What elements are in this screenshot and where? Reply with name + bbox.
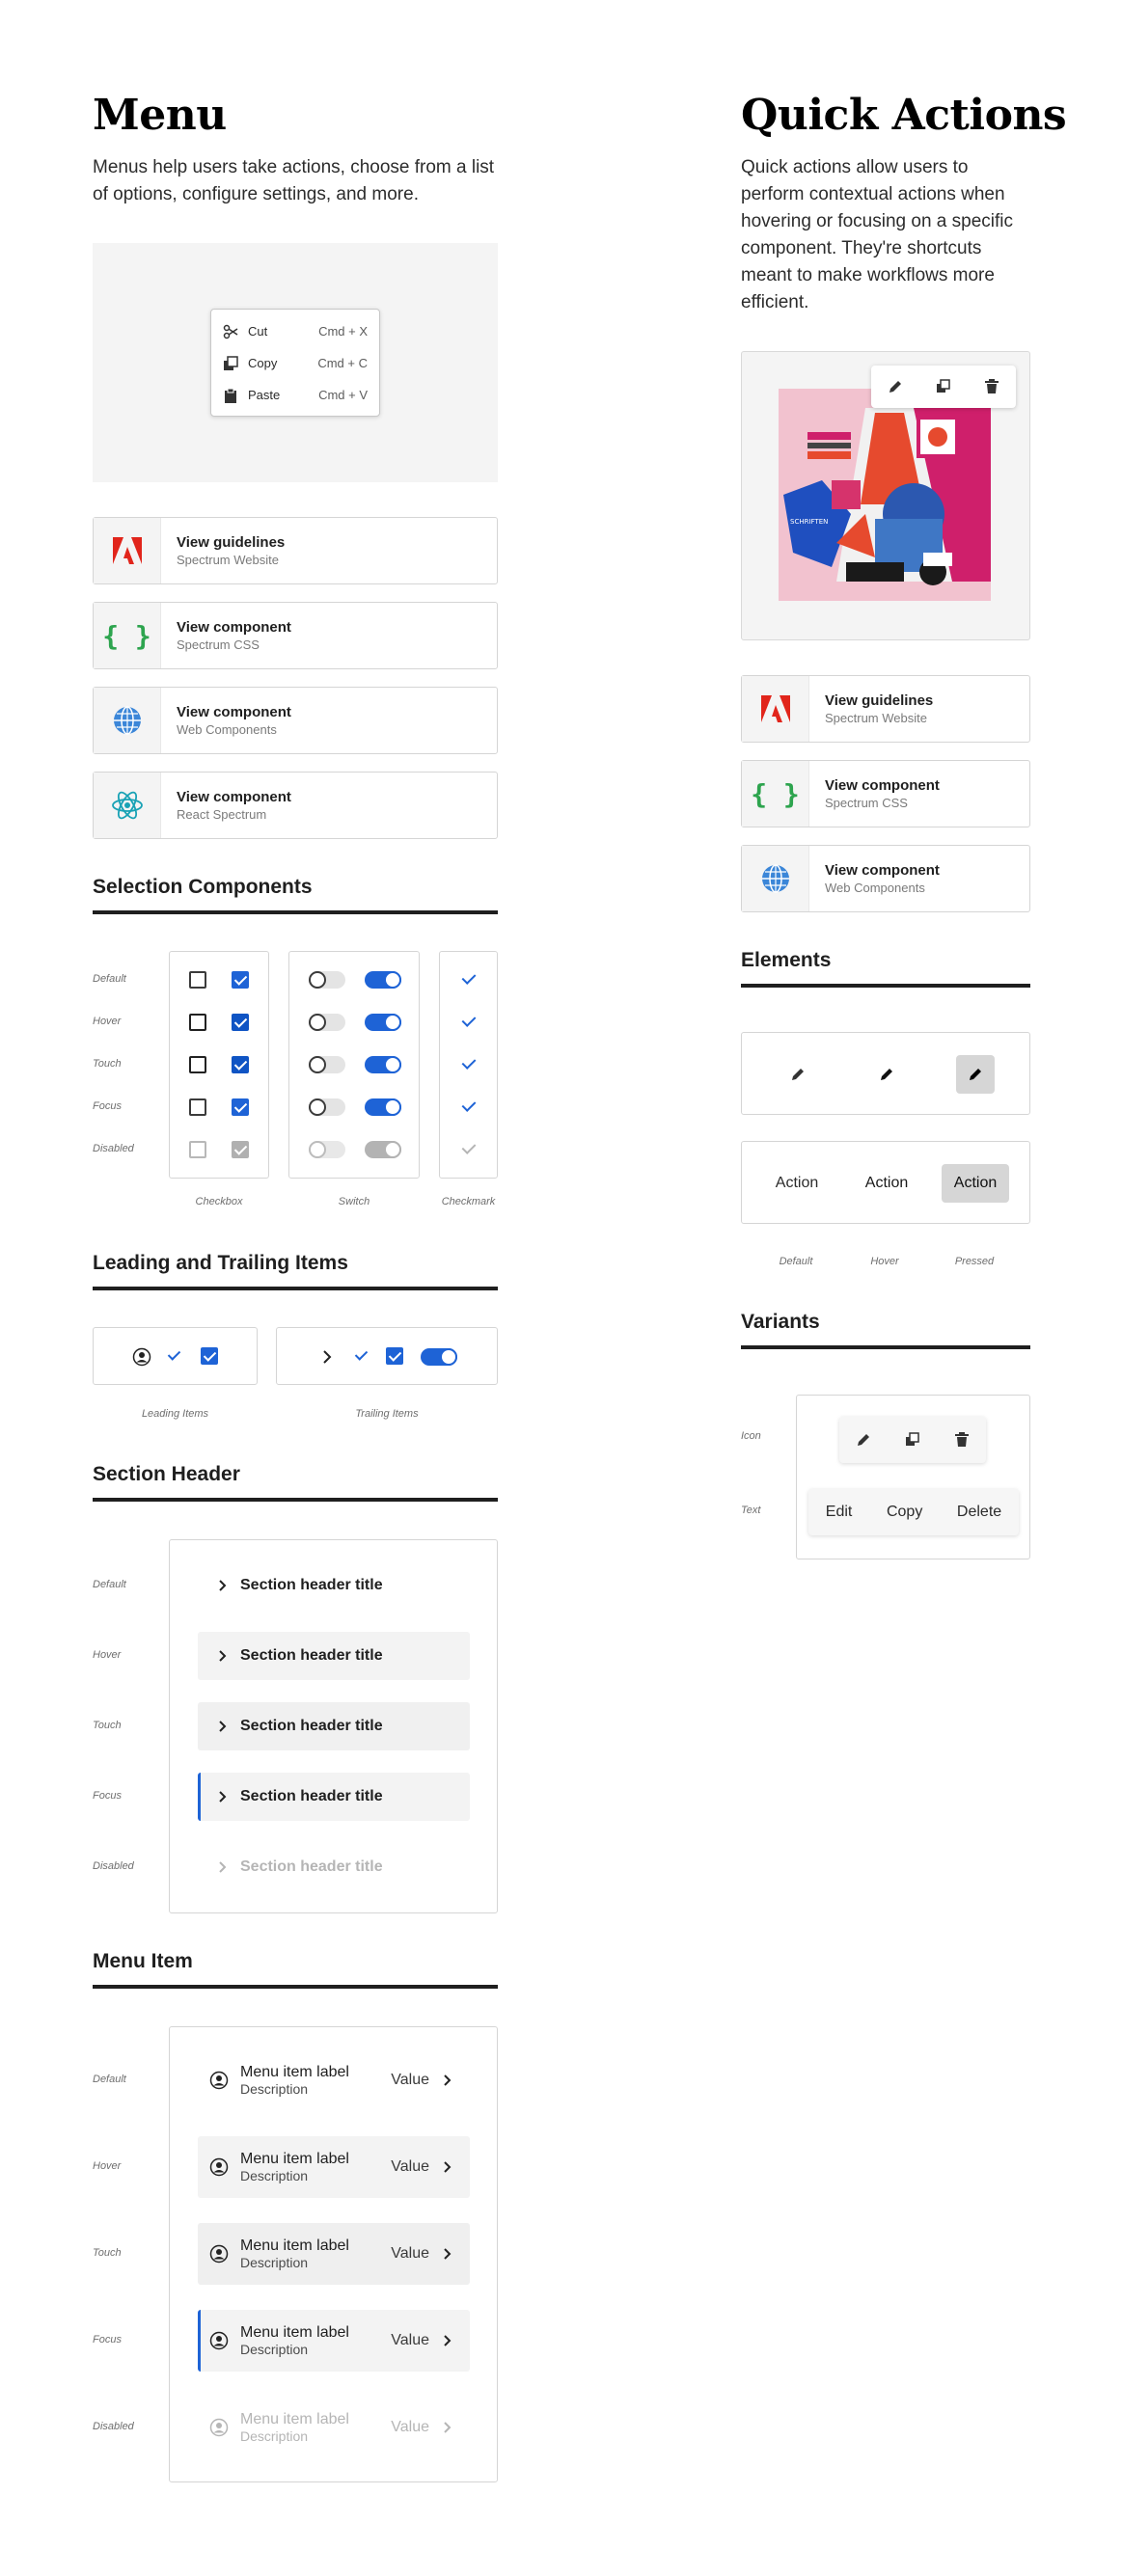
section-divider — [93, 1498, 498, 1502]
shortcut-label: Cmd + C — [317, 356, 368, 370]
section-divider — [741, 984, 1030, 988]
state-label: Pressed — [954, 1256, 995, 1267]
section-divider — [93, 910, 498, 914]
artwork-thumbnail — [779, 389, 991, 601]
menu-item-description: Description — [240, 2168, 309, 2183]
switch-on[interactable] — [421, 1348, 457, 1366]
state-label: Disabled — [93, 1860, 134, 1872]
state-label: Default — [779, 1256, 813, 1267]
switch-off[interactable] — [309, 1098, 345, 1116]
checkmark-icon — [462, 970, 477, 985]
checkmark-icon — [355, 1347, 368, 1360]
section-divider — [93, 1287, 498, 1290]
checkmark-states-card — [439, 951, 498, 1179]
menu-item-label: Menu item label — [240, 2237, 349, 2254]
menu-item-label: Cut — [248, 324, 268, 339]
state-label: Disabled — [93, 1143, 134, 1154]
quick-actions-title: Quick Actions — [741, 91, 1067, 140]
section-header-row[interactable] — [198, 1632, 470, 1680]
switch-on[interactable] — [365, 971, 401, 989]
switch-off — [309, 1141, 345, 1158]
group-label: Trailing Items — [355, 1408, 419, 1420]
state-label: Hover — [93, 1649, 122, 1661]
chevron-right-icon — [218, 1579, 228, 1592]
menu-item-cut[interactable] — [211, 315, 379, 347]
menu-item-label: Paste — [248, 388, 281, 402]
state-label: Hover — [93, 1016, 122, 1027]
switch-on[interactable] — [365, 1056, 401, 1073]
chevron-right-icon — [443, 2247, 452, 2261]
menu-item-row[interactable] — [198, 2223, 470, 2285]
checkbox-unchecked[interactable] — [189, 1014, 206, 1031]
copy-button[interactable]: Copy — [886, 1504, 923, 1520]
section-divider — [93, 1985, 498, 1989]
section-header-title: Section header title — [240, 1577, 383, 1593]
link-title: View component — [177, 789, 291, 805]
user-avatar-icon — [132, 1347, 151, 1367]
user-avatar-icon — [209, 2418, 229, 2437]
menu-intro: Menus help users take actions, choose from a list of options, configure settings, and more. — [93, 157, 495, 204]
quick-actions-preview — [741, 351, 1030, 640]
guidelines-link-card[interactable] — [93, 517, 498, 584]
section-header-title: Section header title — [240, 1718, 383, 1734]
duplicate-icon[interactable] — [904, 1431, 921, 1449]
link-title: View component — [825, 862, 940, 879]
checkbox-checked[interactable] — [232, 1098, 249, 1116]
section-header-title: Section header title — [240, 1788, 383, 1804]
adobe-logo-icon — [113, 537, 142, 564]
menu-item-value: Value — [391, 2158, 429, 2175]
menu-item-copy[interactable] — [211, 347, 379, 379]
delete-button[interactable]: Delete — [956, 1504, 1002, 1520]
menu-item-row[interactable] — [198, 2136, 470, 2198]
selection-components-heading: Selection Components — [93, 876, 313, 898]
guidelines-link-card[interactable] — [741, 675, 1030, 743]
column-label: Checkbox — [195, 1196, 243, 1207]
checkmark-icon — [462, 1055, 477, 1070]
menu-item-value: Value — [391, 2419, 429, 2435]
menu-preview-area — [93, 243, 498, 482]
globe-icon — [761, 864, 790, 893]
menu-item-row[interactable] — [198, 2310, 470, 2372]
link-subtitle: Web Components — [177, 722, 277, 737]
column-label: Checkmark — [441, 1196, 496, 1207]
link-subtitle: Web Components — [825, 881, 925, 895]
state-label: Default — [93, 2074, 126, 2085]
checkbox-unchecked[interactable] — [189, 1098, 206, 1116]
checkbox-checked[interactable] — [201, 1347, 218, 1365]
leading-items-card — [93, 1327, 258, 1385]
switch-on — [365, 1141, 401, 1158]
trash-icon[interactable] — [983, 378, 1000, 395]
section-divider — [741, 1345, 1030, 1349]
chevron-right-icon — [218, 1649, 228, 1663]
pencil-icon[interactable] — [887, 378, 904, 395]
variants-card — [796, 1395, 1030, 1559]
switch-on[interactable] — [365, 1098, 401, 1116]
spectrum-css-link-card[interactable] — [93, 602, 498, 669]
menu-item-label: Copy — [248, 356, 278, 370]
trailing-items-card — [276, 1327, 498, 1385]
globe-icon — [113, 706, 142, 735]
state-label: Hover — [870, 1256, 899, 1267]
section-header-row[interactable] — [198, 1561, 470, 1610]
leading-trailing-heading: Leading and Trailing Items — [93, 1252, 348, 1274]
pencil-icon — [878, 1066, 895, 1083]
state-label: Disabled — [93, 2421, 134, 2432]
checkbox-states-card — [169, 951, 269, 1179]
duplicate-icon[interactable] — [935, 378, 952, 395]
menu-item-label: Menu item label — [240, 2411, 349, 2427]
web-components-link-card[interactable] — [741, 845, 1030, 912]
state-label: Touch — [93, 1720, 122, 1731]
link-subtitle: React Spectrum — [177, 807, 267, 822]
action-button-hover[interactable]: Action — [864, 1175, 909, 1191]
menu-item-heading: Menu Item — [93, 1950, 193, 1972]
state-label: Focus — [93, 2334, 122, 2346]
switch-off[interactable] — [309, 1014, 345, 1031]
link-subtitle: Spectrum CSS — [825, 796, 908, 810]
user-avatar-icon — [209, 2071, 229, 2090]
section-header-row[interactable] — [198, 1773, 470, 1821]
checkbox-checked[interactable] — [386, 1347, 403, 1365]
text-quick-actions — [808, 1489, 1019, 1535]
quick-actions-toolbar — [871, 366, 1016, 408]
menu-item-description: Description — [240, 2255, 309, 2270]
chevron-right-icon — [443, 2074, 452, 2087]
checkbox-unchecked[interactable] — [189, 1056, 206, 1073]
menu-item-label: Menu item label — [240, 2324, 349, 2341]
section-header-row — [198, 1843, 470, 1891]
react-atom-icon — [111, 791, 144, 820]
curly-braces-icon: { } — [751, 777, 800, 810]
link-title: View guidelines — [825, 692, 934, 709]
user-avatar-icon — [209, 2331, 229, 2350]
menu-item-description: Description — [240, 2342, 309, 2357]
chevron-right-icon — [443, 2421, 452, 2434]
shortcut-label: Cmd + V — [318, 388, 368, 402]
checkbox-unchecked — [189, 1141, 206, 1158]
menu-title: Menu — [93, 91, 227, 140]
action-button-pressed[interactable]: Action — [942, 1164, 1009, 1203]
action-button-default[interactable]: Action — [775, 1175, 819, 1191]
chevron-right-icon — [443, 2334, 452, 2347]
chevron-right-icon — [218, 1860, 228, 1874]
link-title: View component — [825, 777, 940, 794]
state-label: Touch — [93, 2247, 122, 2259]
variants-heading: Variants — [741, 1311, 820, 1333]
checkbox-checked[interactable] — [232, 1056, 249, 1073]
checkbox-checked[interactable] — [232, 1014, 249, 1031]
link-title: View component — [177, 619, 291, 636]
artwork-text: SCHRIFTEN — [790, 518, 829, 526]
menu-item-value: Value — [391, 2332, 429, 2348]
pencil-icon — [789, 1066, 807, 1083]
menu-item-row[interactable] — [198, 2049, 470, 2111]
state-label: Hover — [93, 2160, 122, 2172]
menu-item-description: Description — [240, 2428, 309, 2444]
switch-states-card — [288, 951, 420, 1179]
menu-item-value: Value — [391, 2245, 429, 2262]
user-avatar-icon — [209, 2244, 229, 2264]
action-button-pressed[interactable] — [956, 1055, 995, 1094]
variant-label: Text — [741, 1505, 761, 1516]
pencil-icon — [967, 1066, 984, 1083]
elements-heading: Elements — [741, 949, 832, 971]
section-header-title: Section header title — [240, 1647, 383, 1664]
checkbox-checked[interactable] — [232, 971, 249, 989]
checkmark-icon — [168, 1347, 180, 1360]
clipboard-icon — [223, 388, 238, 403]
menu-popover — [210, 309, 380, 417]
copy-icon — [223, 356, 238, 371]
column-label: Switch — [338, 1196, 370, 1207]
text-button-states-card — [741, 1141, 1030, 1224]
chevron-right-icon — [218, 1790, 228, 1803]
spectrum-css-link-card[interactable] — [741, 760, 1030, 827]
icon-button-states-card — [741, 1032, 1030, 1115]
menu-item-description: Description — [240, 2081, 309, 2097]
chevron-right-icon — [218, 1720, 228, 1733]
state-label: Focus — [93, 1100, 122, 1112]
switch-off[interactable] — [309, 1056, 345, 1073]
checkmark-icon — [462, 1140, 477, 1154]
menu-item-label: Menu item label — [240, 2064, 349, 2080]
react-spectrum-link-card[interactable] — [93, 772, 498, 839]
trash-icon[interactable] — [953, 1431, 971, 1449]
state-label: Default — [93, 973, 126, 985]
shortcut-label: Cmd + X — [318, 324, 368, 339]
section-header-title: Section header title — [240, 1858, 383, 1875]
web-components-link-card[interactable] — [93, 687, 498, 754]
quick-actions-intro: Quick actions allow users to perform contextual actions when hovering or focusing on a specific component. They're shortcuts meant to make workflows more efficient. — [741, 157, 1013, 312]
action-button-hover[interactable] — [867, 1055, 906, 1094]
link-title: View guidelines — [177, 534, 286, 551]
checkbox-checked — [232, 1141, 249, 1158]
menu-item-label: Menu item label — [240, 2151, 349, 2167]
link-subtitle: Spectrum Website — [177, 553, 279, 567]
switch-off[interactable] — [309, 971, 345, 989]
link-subtitle: Spectrum Website — [825, 711, 927, 725]
menu-item-paste[interactable] — [211, 379, 379, 411]
edit-button[interactable]: Edit — [825, 1504, 853, 1520]
user-avatar-icon — [209, 2157, 229, 2177]
checkbox-unchecked[interactable] — [189, 971, 206, 989]
link-title: View component — [177, 704, 291, 720]
action-button-default[interactable] — [779, 1055, 817, 1094]
adobe-logo-icon — [761, 695, 790, 722]
checkmark-icon — [462, 1098, 477, 1112]
state-label: Default — [93, 1579, 126, 1590]
pencil-icon[interactable] — [855, 1431, 872, 1449]
chevron-right-icon — [443, 2160, 452, 2174]
state-label: Touch — [93, 1058, 122, 1070]
scissors-icon — [223, 324, 238, 339]
link-subtitle: Spectrum CSS — [177, 637, 260, 652]
chevron-right-icon — [321, 1349, 333, 1365]
menu-item-row — [198, 2397, 470, 2458]
switch-on[interactable] — [365, 1014, 401, 1031]
curly-braces-icon: { } — [102, 619, 151, 652]
state-label: Focus — [93, 1790, 122, 1802]
section-header-row[interactable] — [198, 1702, 470, 1750]
group-label: Leading Items — [141, 1408, 209, 1420]
variant-label: Icon — [741, 1430, 761, 1442]
checkmark-icon — [462, 1013, 477, 1027]
section-header-heading: Section Header — [93, 1463, 240, 1485]
menu-item-value: Value — [391, 2072, 429, 2088]
icon-quick-actions — [839, 1417, 986, 1463]
